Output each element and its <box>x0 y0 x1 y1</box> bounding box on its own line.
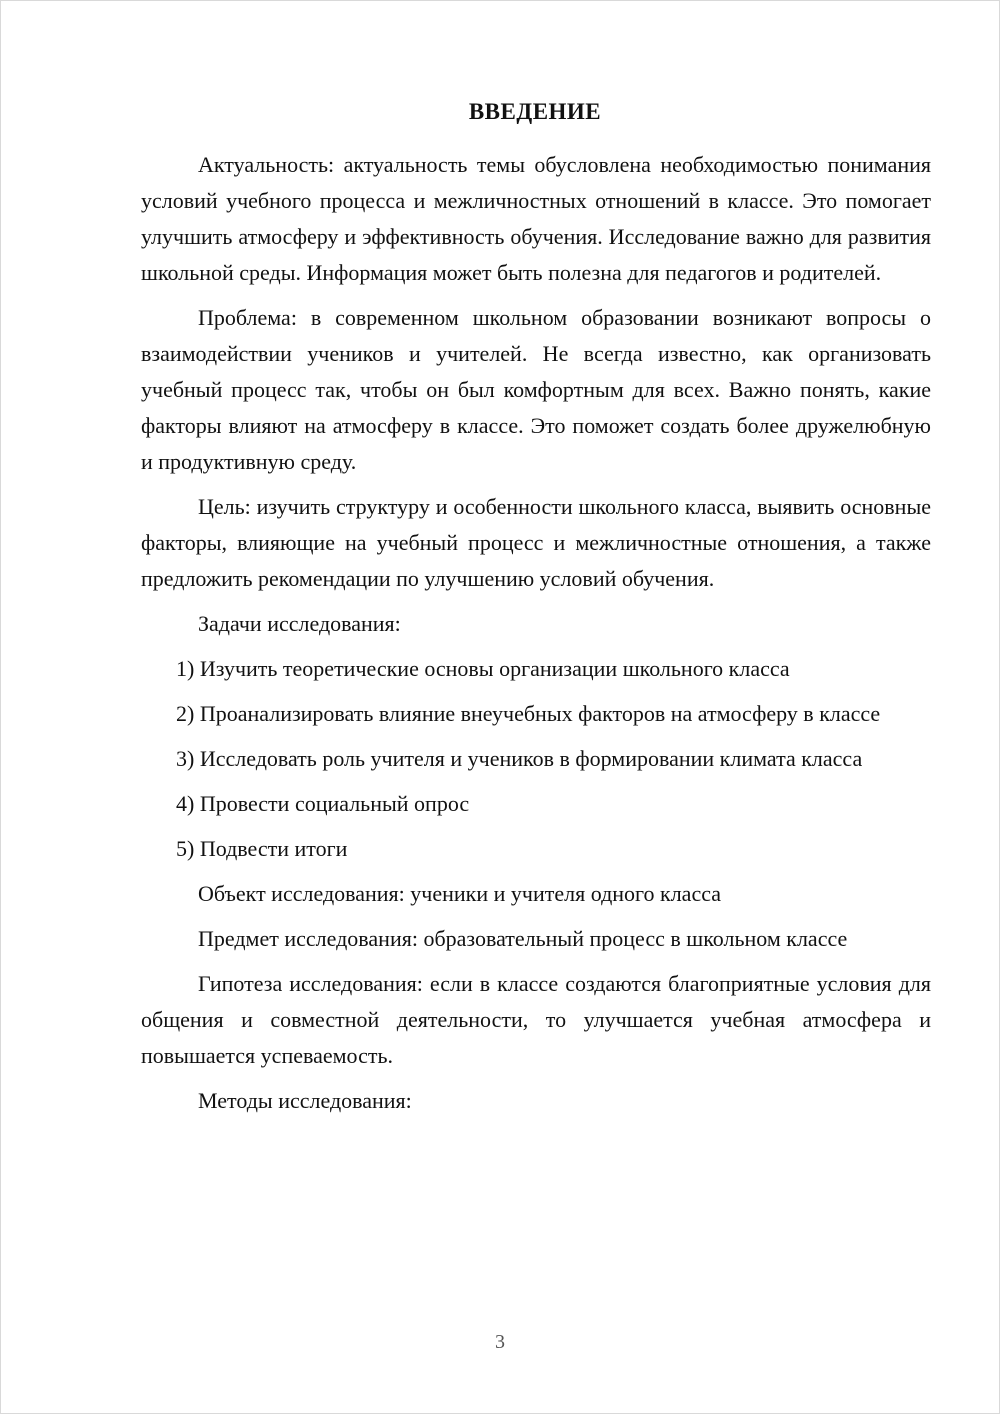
paragraph: Актуальность: актуальность темы обусловлена необходимостью понимания условий учебного процесса и межличностных отношений в классе. Это помогает улучшить атмосферу и эффективность обучения. Исследование важно для развития школьной среды. Информация может быть полезна для педагогов и родителей. <box>141 152 931 285</box>
document-body <box>141 147 931 1128</box>
paragraph: Гипотеза исследования: если в классе создаются благоприятные условия для общения и совместной деятельности, то улучшается учебная атмосфера и повышается успеваемость. <box>141 971 931 1068</box>
list-item: 1) Изучить теоретические основы организации школьного класса <box>176 656 790 681</box>
paragraph: Методы исследования: <box>198 1088 412 1113</box>
list-item: 5) Подвести итоги <box>176 836 348 861</box>
paragraph: Цель: изучить структуру и особенности школьного класса, выявить основные факторы, влияющие на учебный процесс и межличностные отношения, а также предложить рекомендации по улучшению условий обучения. <box>141 494 931 591</box>
paragraph: Предмет исследования: образовательный процесс в школьном классе <box>198 926 848 951</box>
page-number: 3 <box>495 1331 505 1353</box>
list-item: 3) Исследовать роль учителя и учеников в формировании климата класса <box>176 746 863 771</box>
paragraph: Задачи исследования: <box>198 611 401 636</box>
paragraph: Проблема: в современном школьном образовании возникают вопросы о взаимодействии учеников и учителей. Не всегда известно, как организовать учебный процесс так, чтобы он был комфортным для всех. Важно понять, какие факторы влияют на атмосферу в классе. Это поможет создать более дружелюбную и продуктивную среду. <box>141 305 931 474</box>
list-item: 2) Проанализировать влияние внеучебных факторов на атмосферу в классе <box>176 701 881 726</box>
page-title: ВВЕДЕНИЕ <box>468 99 602 124</box>
paragraph: Объект исследования: ученики и учителя одного класса <box>198 881 722 906</box>
list-item: 4) Провести социальный опрос <box>176 791 470 816</box>
